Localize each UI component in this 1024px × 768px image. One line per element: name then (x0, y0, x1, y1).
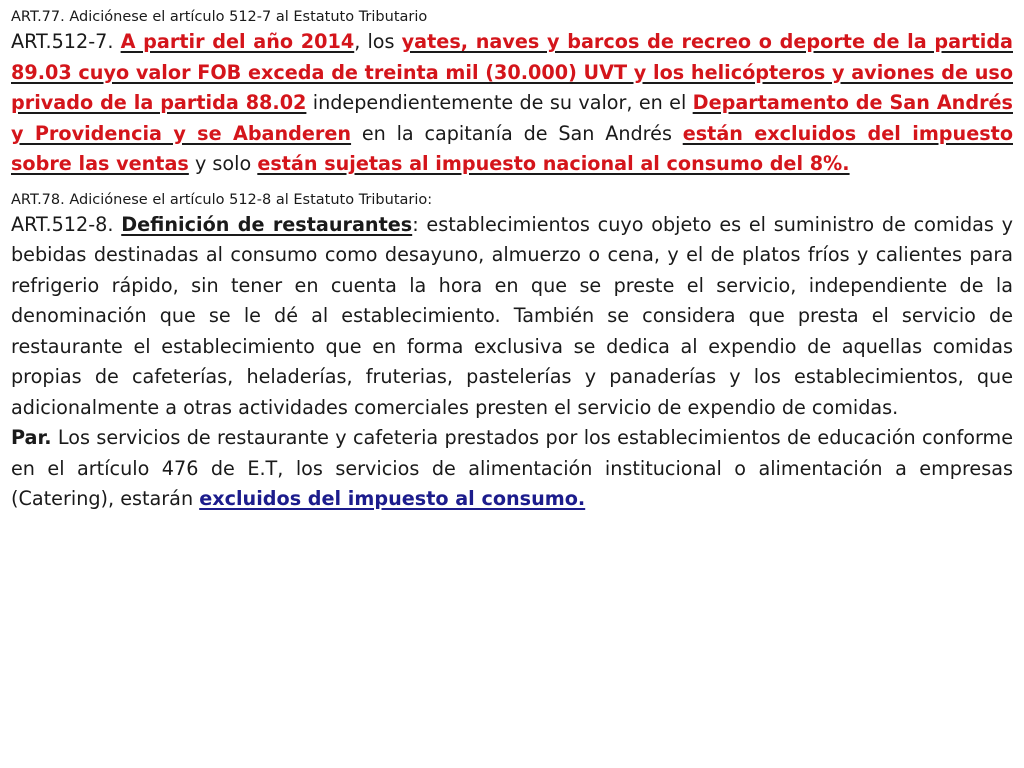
slide-content (11, 7, 1013, 515)
art77-excluidos-phrase: están excluidos del impuesto sobre las ventas (11, 121, 1013, 175)
art78-definicion-phrase: Definición de restaurantes (121, 212, 413, 236)
art78-heading: ART.78. Adiciónese el artículo 512-8 al Estatuto Tributario: (11, 191, 433, 208)
art77-paragraph (11, 27, 1013, 180)
art77-year-phrase: A partir del año 2014 (120, 30, 355, 53)
art78-par-label: Par. (11, 426, 52, 449)
art78-par-body: Los servicios de restaurante y cafeteria prestados por los establecimientos de educación conforme en el artículo 476 de E.T, los servicios de alimentación institucional o alimentación a empresas (Catering), estarán (11, 426, 1013, 510)
art77-departamento-phrase: Departamento de San Andrés y Providencia y se Abanderen (11, 91, 1013, 145)
art77-text-4: y solo (188, 152, 258, 175)
art77-yates-phrase: yates, naves y barcos de recreo o deporte de la partida 89.03 cuyo valor FOB exceda de treinta mil (30.000) UVT y los helicópteros y aviones de uso privado de la partida 88.02 (11, 30, 1013, 114)
art77-text-1: , los (354, 30, 402, 53)
art78-prefix: ART.512-8. (11, 212, 122, 236)
art77-text-2: independientemente de su valor, en el (306, 91, 693, 114)
art78-par-excluidos-phrase: excluidos del impuesto al consumo. (199, 487, 586, 510)
art77-prefix: ART.512-7. (11, 30, 121, 53)
art77-heading: ART.77. Adiciónese el artículo 512-7 al Estatuto Tributario (11, 9, 428, 25)
section-gap (11, 180, 1013, 190)
art78-body: : establecimientos cuyo objeto es el suministro de comidas y bebidas destinadas al consumo como desayuno, almuerzo o cena, y el de platos fríos y calientes para refrigerio rápido, sin tener en cuenta la hora en que se preste el servicio, independiente de la denominación que se le dé al establecimiento. También se considera que presta el servicio de restaurante el establecimiento que en forma exclusiva se dedica al expendio de aquellas comidas propias de cafeterías, heladerías, fruterias, pastelerías y panaderías y los establecimientos, que adicionalmente a otras actividades comerciales presten el servicio de expendio de comidas. (11, 212, 1014, 419)
art78-paragraph (11, 210, 1013, 424)
art77-text-3: en la capitanía de San Andrés (351, 121, 683, 145)
art77-sujetas-phrase: están sujetas al impuesto nacional al consumo del 8%. (257, 152, 850, 175)
art78-par-paragraph (11, 423, 1013, 515)
